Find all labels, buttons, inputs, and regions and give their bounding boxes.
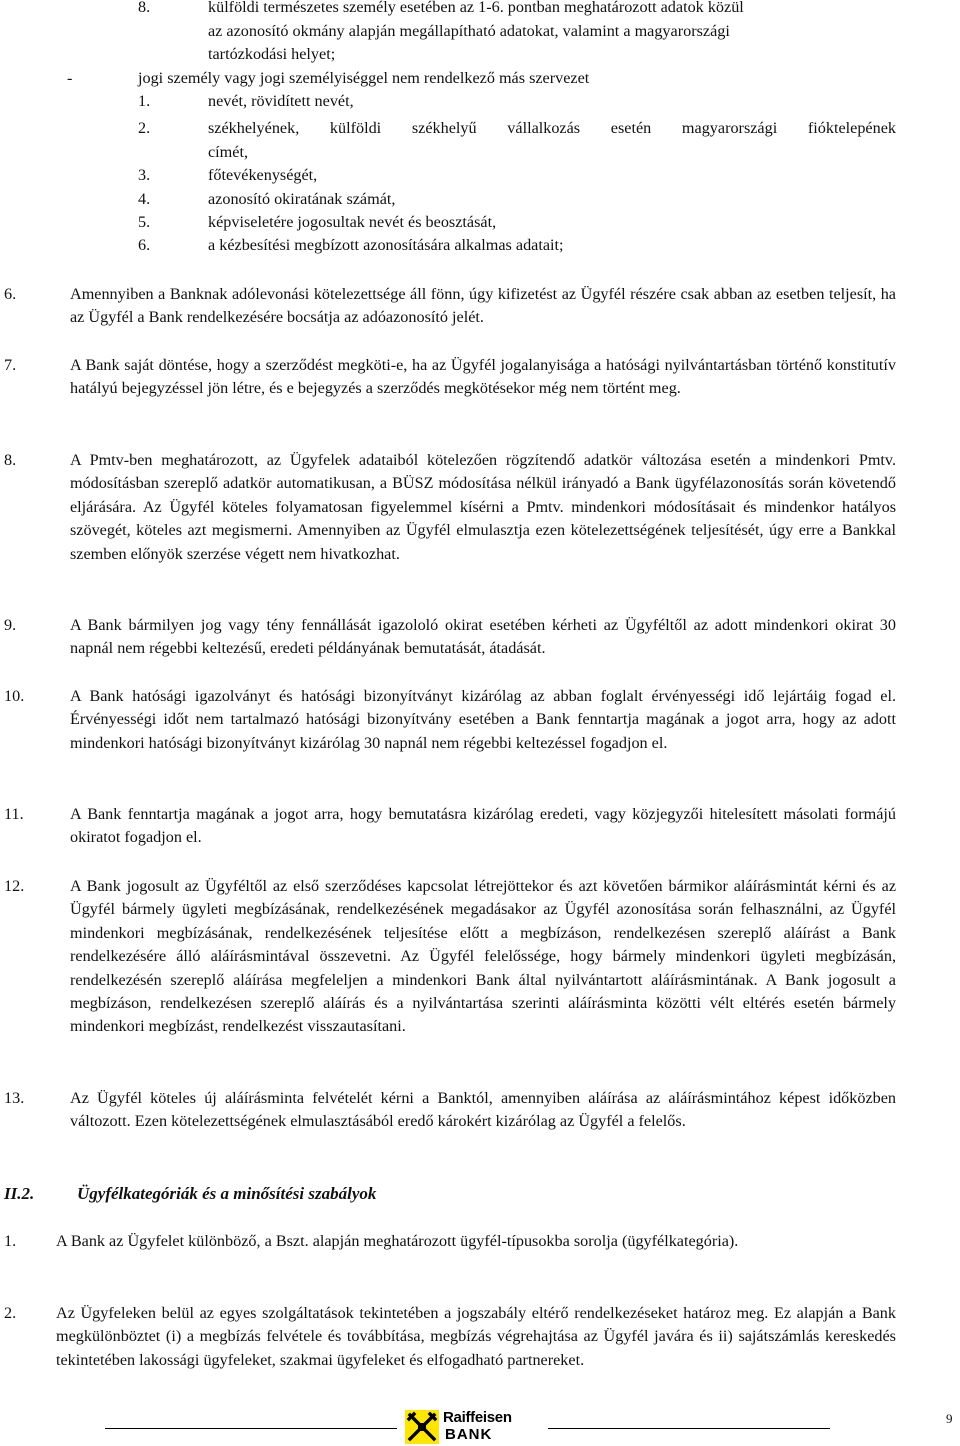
list-number: 8. [138,0,151,16]
paragraph-text: A Bank fenntartja magának a jogot arra, hogy bemutatásra kizárólag eredeti, vagy közjegyzői hitelesített másolati formájú okiratot fogadjon el. [70,805,896,847]
paragraph-number: 2. [4,1304,17,1322]
paragraph-text: A Pmtv-ben meghatározott, az Ügyfelek adataiból kötelezően rögzítendő adatkör változása esetén a mindenkori Pmtv. módosításban szereplő adatkör automatikusan, a BÜSZ módosítása nélkül irányadó a Bank ügyfélazonosítás során követendő eljárására. Az Ügyfél köteles folyamatosan figyelemmel kísérni a Pmtv. mindenkori módosításait és mindenkor hatályos szövegét, köteles azt megismerni. Amennyiben az Ügyfél elmulasztja ezen kötelezettségének teljesítését, úgy erre a Bankkal szemben előnyök szerzése végett nem hivatkozhat. [70,451,896,563]
sub-item-text: főtevékenységét, [208,166,318,184]
page-number: 9 [946,1411,953,1426]
paragraph-text: A Bank saját döntése, hogy a szerződést megköti-e, ha az Ügyfél jogalanyisága a hatósági nyilvántartásban történő konstitutív hatályú bejegyzéssel jön létre, és e bejegyzés a szerződés megkötésekor még nem történt meg. [70,356,896,398]
paragraph-number: 6. [4,285,17,303]
paragraph-number: 9. [4,616,17,634]
paragraph-number: 7. [4,356,17,374]
section-number: II.2. [4,1184,35,1203]
paragraph-number: 13. [4,1089,25,1107]
sub-item-text: nevét, rövidített nevét, [208,92,354,110]
sub-item-number: 5. [138,213,151,231]
paragraph-text: Az Ügyfeleken belül az egyes szolgáltatások tekintetében a jogszabály eltérő rendelkezéseket határoz meg. Ez alapján a Bank megkülönböztet (i) a megbízás felvétele és továbbítása, megbízás végrehajtása az Ügyfél javára és ii) sajátszámlás kereskedés tekintetében lakossági ügyfeleket, szakmai ügyfeleket és elfogadható partnereket. [56,1304,896,1369]
paragraph-text: A Bank jogosult az Ügyféltől az első szerződéses kapcsolat létrejöttekor és azt követően bármikor aláírásmintát kérni és az Ügyfél bármely ügyleti megbízásának, rendelkezésének megadásakor az Ügyfél azonosítása során felhasználni, az Ügyfél mindenkori megbízásának, rendelkezésének teljesítése előtt a megbízáson, rendelkezésen szereplő aláírást a Bank rendelkezésére álló aláírásmintával összevetni. Az Ügyfél felelőssége, hogy bármely mindenkori ügyleti megbízásán, rendelkezésén szereplő aláírása megfeleljen a mindenkori Bank által nyilvántartott aláírásmintának. A Bank jogosult a megbízáson, rendelkezésen szereplő aláírás és a nyilvántartása szerinti aláírásminta közötti vélt eltérés esetén bármely mindenkori megbízást, rendelkezést visszautasítani. [70,877,896,1036]
sub-item-text: székhelyének, külföldi székhelyű vállalkozás esetén magyarországi fióktelepének [208,119,896,137]
paragraph-text: Az Ügyfél köteles új aláírásminta felvételét kérni a Banktól, amennyiben aláírása az aláírásmintához képest időközben változott. Ezen kötelezettségének elmulasztásából eredő károkért kizárólag az Ügyfél a felelős. [70,1089,896,1131]
paragraph-text: Amennyiben a Banknak adólevonási kötelezettsége áll fönn, úgy kifizetést az Ügyfél részére csak abban az esetben teljesít, ha az Ügyfél a Bank rendelkezésére bocsátja az adóazonosító jelét. [70,285,896,327]
sub-item-number: 3. [138,166,151,184]
sub-item-text: a kézbesítési megbízott azonosítására alkalmas adatait; [208,236,564,254]
paragraph-number: 1. [4,1232,17,1250]
paragraph-text: A Bank az Ügyfelet különböző, a Bszt. alapján meghatározott ügyfél-típusokba sorolja (ügyfélkategória). [56,1232,739,1250]
sub-item-text: azonosító okiratának számát, [208,190,396,208]
sub-item-number: 2. [138,119,151,137]
paragraph-number: 12. [4,877,25,895]
list-item-line: az azonosító okmány alapján megállapítható adatokat, valamint a magyarországi [208,22,730,40]
raiffeisen-gable-cross-icon [405,1410,439,1444]
footer-rule-left [105,1428,397,1429]
raiffeisen-logo [405,1409,535,1445]
sub-item-text: képviseletére jogosultak nevét és beosztását, [208,213,497,231]
sub-item-number: 6. [138,236,151,254]
sub-item-number: 4. [138,190,151,208]
footer-rule-right [548,1428,830,1429]
paragraph-number: 11. [4,805,24,823]
paragraph-text: A Bank bármilyen jog vagy tény fennállását igazololó okirat esetében kérheti az Ügyféltől az adott mindenkori okirat 30 napnál nem régebbi keltezésű, eredeti példányának bemutatását, átadását. [70,616,896,658]
list-item-line: tartózkodási helyet; [208,45,336,63]
sub-item-number: 1. [138,92,151,110]
dash-bullet: - [67,69,73,87]
logo-wordmark-line1: Raiffeisen [443,1409,512,1426]
section-title: Ügyfélkategóriák és a minősítési szabályok [77,1184,377,1203]
paragraph-number: 10. [4,687,25,705]
list-item-line: külföldi természetes személy esetében az 1-6. pontban meghatározott adatok közül [208,0,744,16]
sub-item-text: címét, [208,143,249,161]
paragraph-number: 8. [4,451,17,469]
paragraph-text: A Bank hatósági igazolványt és hatósági bizonyítványt kizárólag az abban foglalt érvényességi idő lejártáig fogad el. Érvényességi időt nem tartalmazó hatósági bizonyítvány esetében a Bank fenntartja magának a jogot arra, hogy az adott mindenkori hatósági bizonyítványt kizárólag 30 napnál nem régebbi keltezéssel fogadjon el. [70,687,896,752]
dash-item-text: jogi személy vagy jogi személyiséggel nem rendelkező más szervezet [138,69,590,87]
logo-wordmark-line2: BANK [445,1426,493,1443]
